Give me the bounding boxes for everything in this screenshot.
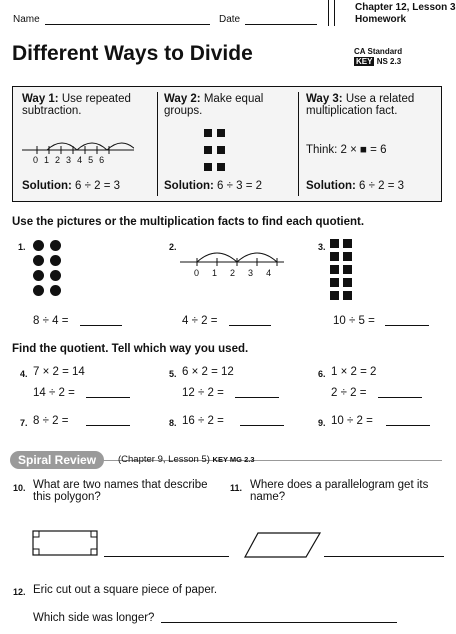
problem4-line1: 7 × 2 = 14 (33, 366, 85, 378)
answer-field-4[interactable] (86, 397, 130, 398)
dot (50, 270, 61, 281)
name-label: Name (13, 14, 40, 25)
spiral-review-badge: Spiral Review (10, 451, 104, 469)
q10-text: What are two names that describe this polygon? (33, 479, 208, 503)
ways-divider-2 (298, 92, 299, 196)
tick-label: 1 (44, 155, 50, 165)
tick-label: 5 (88, 155, 94, 165)
name-field[interactable] (45, 24, 210, 25)
standard-label: CA Standard (354, 47, 403, 56)
square (343, 252, 352, 261)
homework-label: Homework (355, 14, 407, 25)
group-square (204, 129, 212, 137)
square (330, 265, 339, 274)
solution-value: 6 ÷ 2 = 3 (359, 180, 405, 192)
way3-text (306, 93, 438, 117)
date-field[interactable] (245, 24, 317, 25)
page-title: Different Ways to Divide (12, 42, 253, 65)
square (343, 239, 352, 248)
problem1-expr: 8 ÷ 4 = (33, 315, 69, 327)
answer-field-7[interactable] (86, 425, 130, 426)
q12-question: Which side was longer? (33, 612, 155, 624)
rectangle-shape (30, 528, 102, 560)
answer-field-10[interactable] (104, 556, 229, 557)
way2-desc: Make equal groups. (164, 93, 264, 117)
standard-code (354, 57, 401, 66)
problem-number: 8. (169, 418, 177, 428)
spiral-key: KEY MG 2.3 (212, 455, 255, 464)
group-square (204, 163, 212, 171)
answer-field-11[interactable] (324, 556, 444, 557)
tick-label: 2 (230, 268, 236, 278)
answer-field-9[interactable] (386, 425, 430, 426)
way1-text (22, 93, 152, 117)
header-divider (328, 0, 335, 26)
solution-label: Solution: (22, 180, 72, 192)
problem-number: 2. (169, 242, 177, 252)
tick-label: 3 (248, 268, 254, 278)
dot (33, 270, 44, 281)
problem3-expr: 10 ÷ 5 = (333, 315, 375, 327)
square (330, 239, 339, 248)
square (343, 265, 352, 274)
problem7-line1: 8 ÷ 2 = (33, 415, 69, 427)
problem6-line1: 1 × 2 = 2 (331, 366, 377, 378)
standard-code-text: NS 2.3 (376, 57, 402, 66)
way1-solution (22, 180, 120, 192)
answer-field-6[interactable] (378, 397, 422, 398)
spiral-ref-text: (Chapter 9, Lesson 5) (118, 454, 210, 465)
problem9-line1: 10 ÷ 2 = (331, 415, 373, 427)
chapter-label: Chapter 12, Lesson 3 (355, 2, 456, 13)
group-square (217, 129, 225, 137)
dot (50, 285, 61, 296)
tick-label: 2 (55, 155, 61, 165)
spiral-ref (118, 454, 255, 465)
dot (33, 255, 44, 266)
square (343, 291, 352, 300)
section1-instruction: Use the pictures or the multiplication facts to find each quotient. (12, 216, 365, 228)
key-badge: KEY (356, 57, 373, 66)
problem-number: 3. (318, 242, 326, 252)
tick-label: 0 (33, 155, 39, 165)
way2-solution (164, 180, 262, 192)
way3-label: Way 3: (306, 93, 343, 105)
dot (33, 285, 44, 296)
answer-field-8[interactable] (240, 425, 284, 426)
problem-number: 4. (20, 369, 28, 379)
solution-label: Solution: (306, 180, 356, 192)
answer-field-5[interactable] (235, 397, 279, 398)
tick-label: 4 (266, 268, 272, 278)
answer-field-1[interactable] (80, 325, 122, 326)
way1-desc: Use repeated subtraction. (22, 93, 131, 117)
problem2-tick-labels (194, 268, 271, 278)
group-square (217, 146, 225, 154)
solution-value: 6 ÷ 2 = 3 (75, 180, 121, 192)
q12-text: Eric cut out a square piece of paper. (33, 584, 218, 596)
problem8-line1: 16 ÷ 2 = (182, 415, 224, 427)
tick-label: 3 (66, 155, 72, 165)
problem-number: 6. (318, 369, 326, 379)
way1-tick-labels (33, 155, 104, 165)
problem-number: 10. (13, 483, 26, 493)
problem-number: 5. (169, 369, 177, 379)
date-label: Date (219, 14, 241, 25)
solution-value: 6 ÷ 3 = 2 (217, 180, 263, 192)
way3-desc: Use a related multiplication fact. (306, 93, 415, 117)
way2-label: Way 2: (164, 93, 201, 105)
tick-label: 4 (77, 155, 83, 165)
problem5-line1: 6 × 2 = 12 (182, 366, 234, 378)
problem4-line2: 14 ÷ 2 = (33, 387, 75, 399)
tick-label: 1 (212, 268, 218, 278)
problem6-line2: 2 ÷ 2 = (331, 387, 367, 399)
group-square (217, 163, 225, 171)
problem-number: 12. (13, 587, 26, 597)
square (330, 252, 339, 261)
problem-number: 7. (20, 418, 28, 428)
dot (50, 255, 61, 266)
group-square (204, 146, 212, 154)
way3-think: Think: 2 × ■ = 6 (306, 144, 387, 156)
problem-number: 9. (318, 418, 326, 428)
section2-instruction: Find the quotient. Tell which way you used. (12, 343, 249, 355)
answer-field-2[interactable] (229, 325, 271, 326)
problem-number: 1. (18, 242, 26, 252)
dot (33, 240, 44, 251)
dot (50, 240, 61, 251)
parallelogram-shape (244, 530, 322, 560)
problem5-line2: 12 ÷ 2 = (182, 387, 224, 399)
way3-solution (306, 180, 404, 192)
answer-field-12[interactable] (161, 622, 397, 623)
answer-field-3[interactable] (385, 325, 429, 326)
square (343, 278, 352, 287)
square (330, 291, 339, 300)
problem-number: 11. (230, 483, 243, 493)
solution-label: Solution: (164, 180, 214, 192)
way1-label: Way 1: (22, 93, 59, 105)
problem2-expr: 4 ÷ 2 = (182, 315, 218, 327)
way2-text (164, 93, 294, 117)
tick-label: 0 (194, 268, 200, 278)
q11-text: Where does a parallelogram get its name? (250, 479, 429, 503)
ways-divider-1 (157, 92, 158, 196)
tick-label: 6 (99, 155, 105, 165)
square (330, 278, 339, 287)
